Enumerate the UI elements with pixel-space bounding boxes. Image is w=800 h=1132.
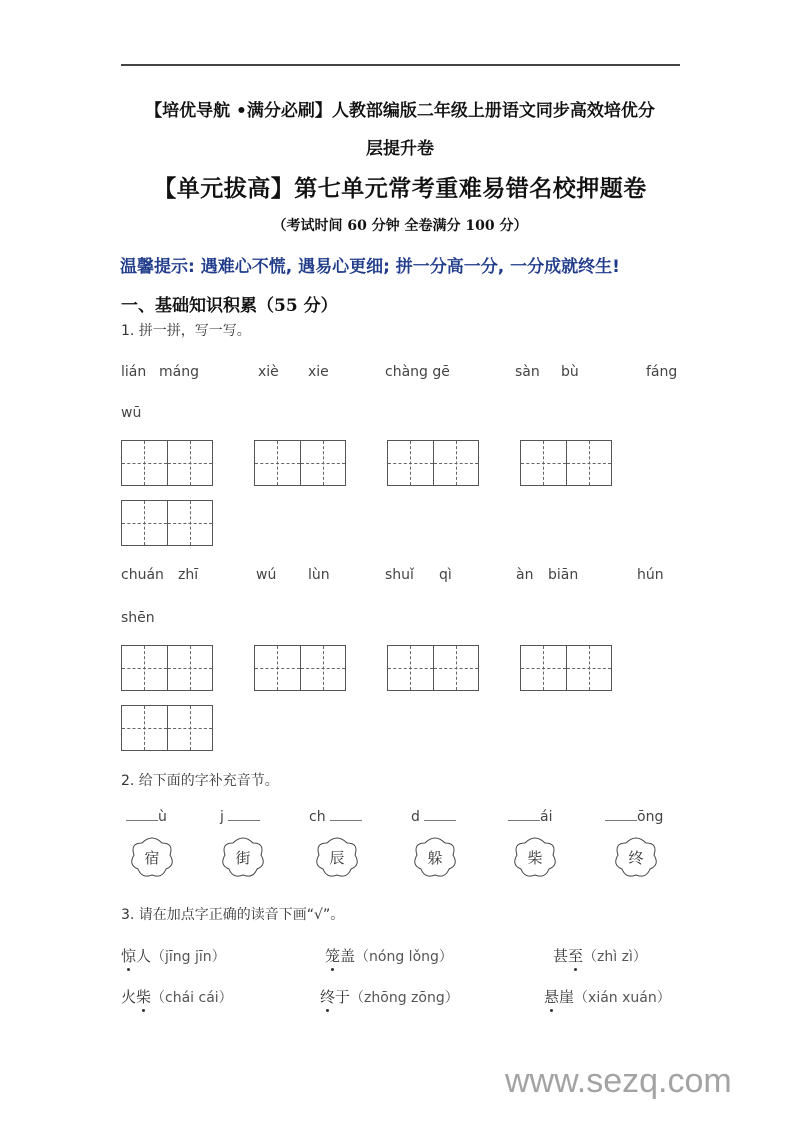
writing-grid[interactable]	[121, 705, 213, 751]
char: 于	[335, 988, 351, 1006]
syllable-blank[interactable]	[508, 808, 552, 825]
pinyin: chuán	[121, 567, 164, 583]
dotted-char: 笼	[325, 947, 341, 965]
writing-grid[interactable]	[387, 645, 479, 691]
question-1-label: 1. 拼一拼，写一写。	[121, 323, 251, 339]
character: 躲	[427, 849, 443, 867]
character: 柴	[527, 849, 543, 867]
pinyin: fáng	[646, 364, 678, 380]
pinyin-options[interactable]: （jīng jīn）	[151, 949, 226, 965]
syllable-part: ái	[540, 809, 553, 825]
series-title: 【培优导航 •满分必刷】人教部编版二年级上册语文同步高效培优分	[145, 101, 655, 121]
pinyin: shēn	[121, 610, 155, 626]
flower-frame	[612, 835, 660, 879]
pinyin-options[interactable]: （xián xuán）	[574, 990, 671, 1006]
writing-grid[interactable]	[121, 500, 213, 546]
question-3-label: 3. 请在加点字正确的读音下画“√”。	[121, 907, 345, 923]
watermark: www.sezq.com	[505, 1062, 732, 1100]
pinyin-options[interactable]: （nóng lǒng）	[355, 949, 453, 965]
pinyin: àn	[516, 567, 534, 583]
syllable-blank[interactable]	[309, 808, 362, 825]
reading-choice[interactable]	[553, 945, 647, 966]
pinyin: chàng gē	[385, 364, 450, 380]
char: 甚	[553, 947, 569, 965]
exam-info: （考试时间 60 分钟 全卷满分 100 分）	[272, 218, 528, 234]
writing-grid[interactable]	[520, 440, 612, 486]
pinyin-options[interactable]: （zhōng zōng）	[350, 990, 459, 1006]
syllable-part: j	[220, 809, 224, 825]
syllable-blank[interactable]	[411, 808, 456, 825]
pinyin: wú	[256, 567, 277, 583]
flower-frame	[219, 835, 267, 879]
writing-grid[interactable]	[254, 440, 346, 486]
syllable-blank[interactable]	[605, 808, 663, 825]
syllable-blank[interactable]	[220, 808, 260, 825]
syllable-part: ch	[309, 809, 326, 825]
pinyin: qì	[439, 567, 452, 583]
writing-grid[interactable]	[254, 645, 346, 691]
tip-banner: 温馨提示: 遇难心不慌, 遇易心更细; 拼一分高一分, 一分成就终生!	[120, 257, 620, 277]
dotted-char: 悬	[544, 988, 560, 1006]
series-title-cont: 层提升卷	[366, 139, 434, 159]
pinyin: lùn	[308, 567, 330, 583]
writing-grid[interactable]	[387, 440, 479, 486]
character: 宿	[144, 849, 160, 867]
pinyin: bù	[561, 364, 579, 380]
section-heading: 一、基础知识积累（55 分）	[121, 296, 338, 316]
syllable-blank[interactable]	[126, 808, 167, 825]
pinyin: xie	[308, 364, 329, 380]
pinyin: máng	[159, 364, 199, 380]
char: 崖	[559, 988, 575, 1006]
character: 辰	[329, 849, 345, 867]
reading-choice[interactable]	[320, 986, 459, 1007]
reading-choice[interactable]	[325, 945, 453, 966]
pinyin-options[interactable]: （zhì zì）	[583, 949, 647, 965]
character: 街	[235, 849, 251, 867]
flower-frame	[128, 835, 176, 879]
question-2-label: 2. 给下面的字补充音节。	[121, 773, 279, 789]
flower-frame	[313, 835, 361, 879]
writing-grid[interactable]	[520, 645, 612, 691]
syllable-part: ōng	[637, 809, 664, 825]
pinyin: hún	[637, 567, 664, 583]
dotted-char: 惊	[121, 947, 137, 965]
syllable-part: ù	[158, 809, 167, 825]
pinyin: xiè	[258, 364, 279, 380]
flower-frame	[511, 835, 559, 879]
pinyin: wū	[121, 405, 142, 421]
pinyin: zhī	[178, 567, 199, 583]
reading-choice[interactable]	[544, 986, 671, 1007]
syllable-part: d	[411, 809, 420, 825]
flower-frame	[411, 835, 459, 879]
reading-choice[interactable]	[121, 986, 233, 1007]
pinyin: biān	[548, 567, 579, 583]
writing-grid[interactable]	[121, 440, 213, 486]
char: 人	[136, 947, 152, 965]
pinyin-options[interactable]: （chái cái）	[151, 990, 233, 1006]
dotted-char: 柴	[136, 988, 152, 1006]
dotted-char: 至	[568, 947, 584, 965]
character: 终	[628, 849, 644, 867]
pinyin: sàn	[515, 364, 540, 380]
char: 火	[121, 988, 137, 1006]
header-rule	[121, 64, 680, 66]
pinyin: lián	[121, 364, 147, 380]
char: 盖	[340, 947, 356, 965]
dotted-char: 终	[320, 988, 336, 1006]
page-title: 【单元拔高】第七单元常考重难易错名校押题卷	[153, 175, 647, 202]
reading-choice[interactable]	[121, 945, 226, 966]
writing-grid[interactable]	[121, 645, 213, 691]
pinyin: shuǐ	[385, 567, 414, 583]
